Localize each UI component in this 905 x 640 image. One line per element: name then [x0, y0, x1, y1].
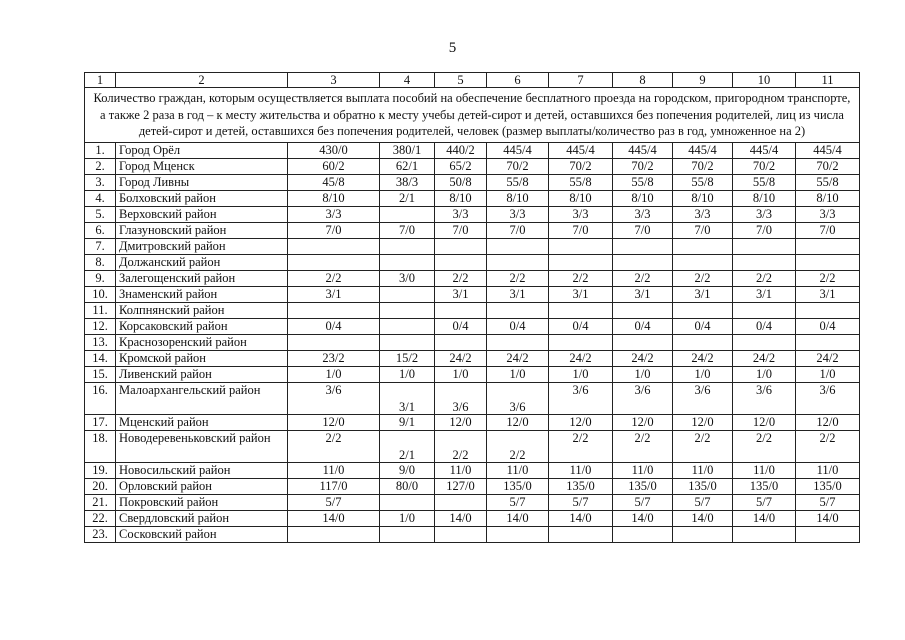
value-cell: 60/2 [288, 158, 380, 174]
value-cell: 70/2 [549, 158, 613, 174]
value-cell [613, 334, 673, 350]
value-cell: 8/10 [613, 190, 673, 206]
column-header: 9 [673, 73, 733, 88]
value-cell: 3/1 [796, 286, 860, 302]
page-number: 5 [448, 40, 457, 56]
district-name: Должанский район [116, 254, 288, 270]
value-cell: 11/0 [733, 462, 796, 478]
table-row [85, 270, 860, 286]
value-cell: 445/4 [796, 142, 860, 158]
value-cell: 65/2 [435, 158, 487, 174]
value-cell [380, 334, 435, 350]
value-cell: 9/0 [380, 462, 435, 478]
column-header: 2 [116, 73, 288, 88]
district-name: Ливенский район [116, 366, 288, 382]
value-cell: 55/8 [796, 174, 860, 190]
value-cell [435, 494, 487, 510]
value-cell: 3/3 [613, 206, 673, 222]
value-cell: 3/1 [733, 286, 796, 302]
value-cell: 0/4 [613, 318, 673, 334]
table-row [85, 174, 860, 190]
value-cell [380, 206, 435, 222]
table-row [85, 478, 860, 494]
value-cell: 135/0 [613, 478, 673, 494]
table-row [85, 366, 860, 382]
value-cell: 5/7 [733, 494, 796, 510]
value-cell [796, 302, 860, 318]
value-cell: 11/0 [613, 462, 673, 478]
column-header: 11 [796, 73, 860, 88]
district-name: Новодеревеньковский район [116, 430, 288, 462]
value-cell: 3/3 [435, 206, 487, 222]
value-cell: 2/2 [288, 430, 380, 462]
table-row [85, 206, 860, 222]
row-number: 11. [85, 302, 116, 318]
value-cell: 38/3 [380, 174, 435, 190]
column-header: 4 [380, 73, 435, 88]
value-cell: 2/2 [733, 430, 796, 462]
value-cell: 2/2 [613, 430, 673, 462]
district-name: Город Мценск [116, 158, 288, 174]
value-cell: 1/0 [613, 366, 673, 382]
value-cell: 135/0 [549, 478, 613, 494]
table-row [85, 158, 860, 174]
value-cell [380, 302, 435, 318]
table-row [85, 382, 860, 414]
value-cell: 2/1 [380, 430, 435, 462]
row-number: 16. [85, 382, 116, 414]
value-cell: 3/1 [673, 286, 733, 302]
value-cell [380, 254, 435, 270]
value-cell [549, 238, 613, 254]
value-cell: 1/0 [673, 366, 733, 382]
value-cell: 2/2 [435, 270, 487, 286]
row-number: 14. [85, 350, 116, 366]
value-cell: 11/0 [288, 462, 380, 478]
row-number: 8. [85, 254, 116, 270]
district-name: Знаменский район [116, 286, 288, 302]
value-cell: 62/1 [380, 158, 435, 174]
value-cell: 3/6 [613, 382, 673, 414]
column-header: 6 [487, 73, 549, 88]
value-cell: 1/0 [288, 366, 380, 382]
value-cell [796, 254, 860, 270]
value-cell: 11/0 [487, 462, 549, 478]
value-cell: 0/4 [673, 318, 733, 334]
value-cell: 55/8 [733, 174, 796, 190]
value-cell: 14/0 [435, 510, 487, 526]
value-cell: 8/10 [487, 190, 549, 206]
table-row [85, 222, 860, 238]
district-name: Залегощенский район [116, 270, 288, 286]
value-cell: 14/0 [549, 510, 613, 526]
value-cell: 127/0 [435, 478, 487, 494]
column-header: 1 [85, 73, 116, 88]
value-cell [549, 526, 613, 542]
value-cell [733, 526, 796, 542]
value-cell [549, 302, 613, 318]
value-cell: 45/8 [288, 174, 380, 190]
row-number: 5. [85, 206, 116, 222]
value-cell: 2/1 [380, 190, 435, 206]
column-header: 7 [549, 73, 613, 88]
value-cell [288, 302, 380, 318]
value-cell: 1/0 [380, 510, 435, 526]
value-cell: 3/3 [487, 206, 549, 222]
value-cell [673, 302, 733, 318]
value-cell: 5/7 [673, 494, 733, 510]
value-cell: 70/2 [733, 158, 796, 174]
value-cell [487, 238, 549, 254]
value-cell [487, 334, 549, 350]
value-cell: 9/1 [380, 414, 435, 430]
table-row [85, 302, 860, 318]
value-cell [380, 286, 435, 302]
value-cell [487, 254, 549, 270]
value-cell: 5/7 [549, 494, 613, 510]
value-cell: 445/4 [613, 142, 673, 158]
value-cell: 7/0 [673, 222, 733, 238]
value-cell: 2/2 [796, 270, 860, 286]
section-description-row [85, 88, 860, 143]
value-cell: 55/8 [549, 174, 613, 190]
value-cell: 3/6 [487, 382, 549, 414]
value-cell [796, 526, 860, 542]
value-cell: 12/0 [733, 414, 796, 430]
value-cell: 70/2 [487, 158, 549, 174]
row-number: 17. [85, 414, 116, 430]
value-cell: 1/0 [733, 366, 796, 382]
value-cell: 24/2 [673, 350, 733, 366]
value-cell: 24/2 [435, 350, 487, 366]
value-cell: 445/4 [549, 142, 613, 158]
value-cell [549, 254, 613, 270]
value-cell: 3/1 [549, 286, 613, 302]
value-cell [733, 302, 796, 318]
value-cell: 5/7 [613, 494, 673, 510]
value-cell: 3/6 [435, 382, 487, 414]
table-row [85, 430, 860, 462]
value-cell [733, 238, 796, 254]
row-number: 19. [85, 462, 116, 478]
row-number: 18. [85, 430, 116, 462]
column-header: 3 [288, 73, 380, 88]
value-cell: 7/0 [487, 222, 549, 238]
value-cell: 15/2 [380, 350, 435, 366]
value-cell [487, 302, 549, 318]
district-name: Краснозоренский район [116, 334, 288, 350]
value-cell: 117/0 [288, 478, 380, 494]
value-cell: 1/0 [380, 366, 435, 382]
value-cell: 12/0 [613, 414, 673, 430]
value-cell: 7/0 [380, 222, 435, 238]
row-number: 4. [85, 190, 116, 206]
district-name: Кромской район [116, 350, 288, 366]
value-cell: 0/4 [796, 318, 860, 334]
district-name: Орловский район [116, 478, 288, 494]
column-header: 5 [435, 73, 487, 88]
row-number: 1. [85, 142, 116, 158]
value-cell: 70/2 [796, 158, 860, 174]
value-cell: 0/4 [435, 318, 487, 334]
value-cell [288, 254, 380, 270]
table-row [85, 350, 860, 366]
value-cell [733, 334, 796, 350]
section-description: Количество граждан, которым осуществляется выплата пособий на обеспечение бесплатного проезда на городском, пригородном транспорте, а также 2 раза в год – к месту жительства и обратно к месту учебы детей-сирот и детей, оставшихся без попечения родителей, лиц из числа детей-сирот и детей, оставшихся без попечения родителей, человек (размер выплаты/количество раз в год, умноженное на 2) [85, 88, 860, 143]
value-cell: 3/1 [487, 286, 549, 302]
value-cell: 5/7 [487, 494, 549, 510]
district-name: Покровский район [116, 494, 288, 510]
value-cell: 11/0 [435, 462, 487, 478]
table-row [85, 142, 860, 158]
column-header: 10 [733, 73, 796, 88]
value-cell: 5/7 [288, 494, 380, 510]
value-cell: 14/0 [613, 510, 673, 526]
district-name: Глазуновский район [116, 222, 288, 238]
value-cell [288, 526, 380, 542]
value-cell: 12/0 [487, 414, 549, 430]
value-cell: 430/0 [288, 142, 380, 158]
value-cell: 380/1 [380, 142, 435, 158]
value-cell: 11/0 [796, 462, 860, 478]
value-cell: 135/0 [733, 478, 796, 494]
value-cell: 70/2 [613, 158, 673, 174]
value-cell: 24/2 [487, 350, 549, 366]
value-cell: 135/0 [673, 478, 733, 494]
value-cell: 8/10 [733, 190, 796, 206]
value-cell [673, 238, 733, 254]
value-cell: 2/2 [487, 270, 549, 286]
value-cell: 2/2 [796, 430, 860, 462]
value-cell: 55/8 [613, 174, 673, 190]
value-cell: 50/8 [435, 174, 487, 190]
value-cell: 3/1 [435, 286, 487, 302]
value-cell: 12/0 [435, 414, 487, 430]
value-cell: 3/1 [380, 382, 435, 414]
value-cell [288, 238, 380, 254]
table-row [85, 414, 860, 430]
value-cell: 8/10 [673, 190, 733, 206]
district-name: Болховский район [116, 190, 288, 206]
district-name: Свердловский район [116, 510, 288, 526]
value-cell: 0/4 [733, 318, 796, 334]
table-row [85, 190, 860, 206]
value-cell: 135/0 [487, 478, 549, 494]
table-row [85, 334, 860, 350]
value-cell [487, 526, 549, 542]
table-row [85, 510, 860, 526]
value-cell: 2/2 [673, 430, 733, 462]
value-cell: 55/8 [673, 174, 733, 190]
value-cell: 445/4 [733, 142, 796, 158]
value-cell: 55/8 [487, 174, 549, 190]
value-cell: 7/0 [435, 222, 487, 238]
value-cell [673, 526, 733, 542]
district-name: Колпнянский район [116, 302, 288, 318]
value-cell: 445/4 [673, 142, 733, 158]
value-cell [435, 238, 487, 254]
value-cell: 14/0 [288, 510, 380, 526]
value-cell: 14/0 [796, 510, 860, 526]
value-cell: 3/3 [796, 206, 860, 222]
value-cell [435, 254, 487, 270]
value-cell: 7/0 [733, 222, 796, 238]
value-cell [549, 334, 613, 350]
district-name: Верховский район [116, 206, 288, 222]
row-number: 12. [85, 318, 116, 334]
value-cell: 3/6 [549, 382, 613, 414]
column-number-row [85, 73, 860, 88]
value-cell: 3/3 [288, 206, 380, 222]
value-cell: 7/0 [288, 222, 380, 238]
value-cell [673, 254, 733, 270]
value-cell: 12/0 [549, 414, 613, 430]
value-cell: 3/1 [613, 286, 673, 302]
table-row [85, 494, 860, 510]
value-cell: 3/6 [733, 382, 796, 414]
value-cell: 2/2 [733, 270, 796, 286]
value-cell: 3/3 [673, 206, 733, 222]
value-cell: 8/10 [288, 190, 380, 206]
table-row [85, 526, 860, 542]
value-cell: 1/0 [796, 366, 860, 382]
district-name: Дмитровский район [116, 238, 288, 254]
district-name: Малоархангельский район [116, 382, 288, 414]
row-number: 13. [85, 334, 116, 350]
row-number: 20. [85, 478, 116, 494]
value-cell: 2/2 [549, 270, 613, 286]
value-cell: 3/3 [549, 206, 613, 222]
value-cell: 12/0 [288, 414, 380, 430]
value-cell: 12/0 [673, 414, 733, 430]
value-cell: 24/2 [796, 350, 860, 366]
row-number: 6. [85, 222, 116, 238]
value-cell: 24/2 [733, 350, 796, 366]
value-cell [380, 494, 435, 510]
value-cell [796, 238, 860, 254]
value-cell [288, 334, 380, 350]
table-row [85, 318, 860, 334]
value-cell [380, 238, 435, 254]
value-cell: 440/2 [435, 142, 487, 158]
value-cell [380, 526, 435, 542]
row-number: 21. [85, 494, 116, 510]
value-cell: 24/2 [549, 350, 613, 366]
value-cell: 135/0 [796, 478, 860, 494]
value-cell: 14/0 [733, 510, 796, 526]
value-cell: 2/2 [288, 270, 380, 286]
value-cell: 3/0 [380, 270, 435, 286]
value-cell: 2/2 [549, 430, 613, 462]
value-cell: 8/10 [435, 190, 487, 206]
value-cell: 0/4 [549, 318, 613, 334]
value-cell: 11/0 [673, 462, 733, 478]
value-cell: 1/0 [487, 366, 549, 382]
value-cell: 1/0 [549, 366, 613, 382]
row-number: 10. [85, 286, 116, 302]
value-cell: 14/0 [673, 510, 733, 526]
value-cell [435, 334, 487, 350]
column-header: 8 [613, 73, 673, 88]
value-cell [435, 526, 487, 542]
value-cell [613, 302, 673, 318]
row-number: 9. [85, 270, 116, 286]
value-cell: 80/0 [380, 478, 435, 494]
row-number: 2. [85, 158, 116, 174]
district-name: Сосковский район [116, 526, 288, 542]
value-cell: 3/6 [288, 382, 380, 414]
value-cell: 445/4 [487, 142, 549, 158]
value-cell: 2/2 [613, 270, 673, 286]
value-cell: 3/3 [733, 206, 796, 222]
value-cell [380, 318, 435, 334]
table-row [85, 254, 860, 270]
value-cell [613, 254, 673, 270]
value-cell: 70/2 [673, 158, 733, 174]
value-cell: 2/2 [435, 430, 487, 462]
value-cell [613, 238, 673, 254]
value-cell [613, 526, 673, 542]
value-cell [673, 334, 733, 350]
row-number: 15. [85, 366, 116, 382]
district-name: Корсаковский район [116, 318, 288, 334]
value-cell: 2/2 [487, 430, 549, 462]
value-cell: 0/4 [487, 318, 549, 334]
value-cell: 2/2 [673, 270, 733, 286]
data-table [84, 72, 860, 543]
row-number: 3. [85, 174, 116, 190]
district-name: Город Ливны [116, 174, 288, 190]
value-cell: 5/7 [796, 494, 860, 510]
district-name: Мценский район [116, 414, 288, 430]
value-cell: 3/6 [673, 382, 733, 414]
row-number: 23. [85, 526, 116, 542]
row-number: 22. [85, 510, 116, 526]
value-cell: 3/6 [796, 382, 860, 414]
value-cell: 14/0 [487, 510, 549, 526]
table-row [85, 238, 860, 254]
row-number: 7. [85, 238, 116, 254]
value-cell: 7/0 [796, 222, 860, 238]
table-row [85, 462, 860, 478]
table-row [85, 286, 860, 302]
district-name: Город Орёл [116, 142, 288, 158]
value-cell [435, 302, 487, 318]
value-cell [733, 254, 796, 270]
value-cell: 0/4 [288, 318, 380, 334]
value-cell: 3/1 [288, 286, 380, 302]
value-cell [796, 334, 860, 350]
value-cell: 11/0 [549, 462, 613, 478]
value-cell: 1/0 [435, 366, 487, 382]
value-cell: 23/2 [288, 350, 380, 366]
value-cell: 7/0 [613, 222, 673, 238]
value-cell: 24/2 [613, 350, 673, 366]
value-cell: 8/10 [796, 190, 860, 206]
value-cell: 12/0 [796, 414, 860, 430]
value-cell: 8/10 [549, 190, 613, 206]
value-cell: 7/0 [549, 222, 613, 238]
district-name: Новосильский район [116, 462, 288, 478]
